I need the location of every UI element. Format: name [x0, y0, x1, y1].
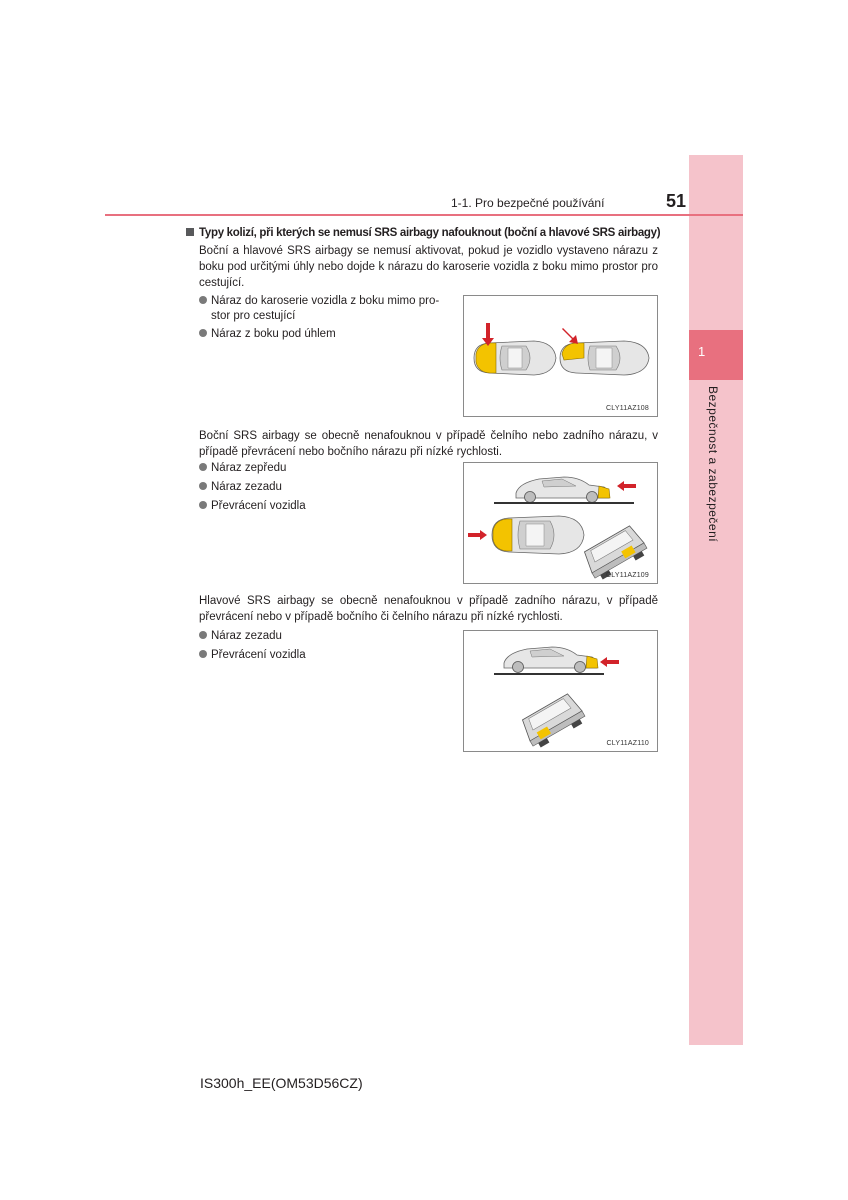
- car-top-view-icon: [492, 516, 584, 554]
- list-item: Převrácení vozidla: [199, 498, 306, 514]
- ground-line: [494, 673, 604, 675]
- figure-front-rear-rollover: [463, 462, 658, 584]
- header-section-title: 1-1. Pro bezpečné používání: [451, 196, 605, 210]
- header-rule: [105, 214, 743, 216]
- list-item-continuation: stor pro cestující: [211, 310, 296, 322]
- figure-code: CLY11AZ108: [606, 405, 649, 412]
- footer-model-code: IS300h_EE(OM53D56CZ): [200, 1075, 363, 1091]
- paragraph-curtain-airbags: Hlavové SRS airbagy se obecně nenafouknou v případě zadního nárazu, v případě převrácení nebo v případě bočního či čelního nárazu při nízké rychlosti.: [199, 595, 658, 623]
- car-side-view-icon: [504, 647, 598, 673]
- car-top-view-icon: [474, 341, 556, 375]
- bullet-dot-icon: [199, 296, 207, 304]
- figure-rear-rollover: [463, 630, 658, 752]
- list-item: Náraz zezadu: [199, 479, 282, 495]
- side-impact-illustration: [464, 296, 659, 418]
- paragraph-side-airbags: Boční SRS airbagy se obecně nenafouknou v případě čelního nebo zadního nárazu, v případě převrácení nebo bočního nárazu při nízké rychlosti.: [199, 430, 658, 458]
- bullet-dot-icon: [199, 501, 207, 509]
- list-item: Náraz do karoserie vozidla z boku mimo pro-: [199, 293, 439, 309]
- ground-line: [494, 502, 634, 504]
- page-number: 51: [666, 191, 687, 211]
- bullet-dot-icon: [199, 329, 207, 337]
- chapter-side-tab: [689, 155, 743, 1045]
- chapter-number: 1: [698, 344, 706, 359]
- figure-side-impact: [463, 295, 658, 417]
- section-heading: [186, 227, 660, 239]
- intro-paragraph: Boční a hlavové SRS airbagy se nemusí aktivovat, pokud je vozidlo vystaveno nárazu z boku pod určitými úhly nebo dojde k nárazu do karoserie vozidla z boku mimo prostor pro cestující.: [199, 245, 658, 289]
- arrow-right-icon: [468, 530, 487, 540]
- list-item: Náraz zezadu: [199, 628, 282, 644]
- rear-rollover-illustration: [464, 631, 659, 753]
- chapter-title: Bezpečnost a zabezpečení: [706, 386, 720, 543]
- rollover-car-icon: [519, 692, 587, 751]
- arrow-left-icon: [600, 657, 619, 667]
- bullet-dot-icon: [199, 650, 207, 658]
- list-item: Náraz zepředu: [199, 460, 286, 476]
- list-item: Náraz z boku pod úhlem: [199, 326, 336, 342]
- arrow-left-icon: [617, 481, 636, 491]
- figure-code: CLY11AZ109: [606, 572, 649, 579]
- list-item: Převrácení vozidla: [199, 647, 306, 663]
- square-bullet-icon: [186, 228, 194, 236]
- bullet-dot-icon: [199, 463, 207, 471]
- bullet-dot-icon: [199, 631, 207, 639]
- car-side-view-icon: [516, 477, 610, 503]
- arrow-diagonal-icon: [562, 328, 578, 344]
- bullet-dot-icon: [199, 482, 207, 490]
- front-rear-rollover-illustration: [464, 463, 659, 585]
- figure-code: CLY11AZ110: [606, 740, 649, 747]
- section-heading-text: Typy kolizí, při kterých se nemusí SRS airbagy nafouknout (boční a hlavové SRS airbagy): [199, 227, 661, 239]
- car-top-view-icon: [560, 341, 649, 375]
